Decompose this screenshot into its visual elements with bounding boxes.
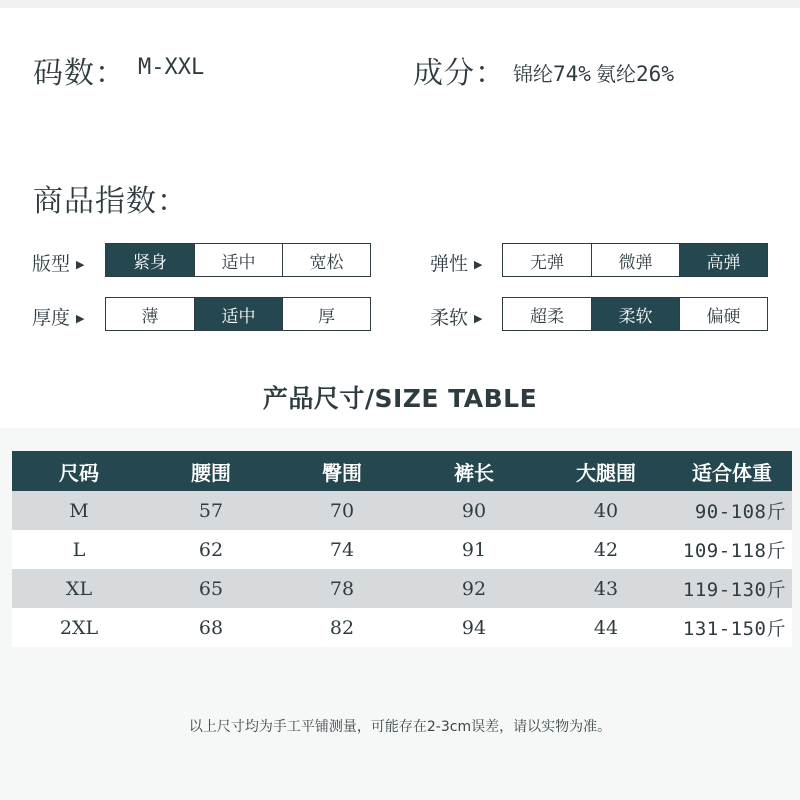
table-row bbox=[12, 530, 792, 569]
header-hip: 臀围 bbox=[276, 451, 408, 491]
cell-hip: 78 bbox=[276, 569, 408, 608]
index-label-elasticity bbox=[430, 249, 482, 276]
header-thigh: 大腿围 bbox=[540, 451, 672, 491]
index-label-elasticity-text: 弹性 bbox=[430, 253, 469, 275]
option-elasticity-1: 微弹 bbox=[591, 244, 679, 276]
cell-weight: 109-118斤 bbox=[672, 530, 792, 569]
composition-part1-value: 74% bbox=[553, 62, 591, 86]
cell-thigh: 43 bbox=[540, 569, 672, 608]
cell-length: 90 bbox=[408, 491, 540, 530]
option-fit-0: 紧身 bbox=[106, 244, 194, 276]
triangle-right-icon: ▶ bbox=[76, 312, 85, 325]
cell-thigh: 40 bbox=[540, 491, 672, 530]
composition-values bbox=[513, 58, 674, 87]
header-size: 尺码 bbox=[12, 451, 146, 491]
header-weight: 适合体重 bbox=[672, 451, 792, 491]
product-index-title: 商品指数： bbox=[33, 184, 188, 219]
index-options-softness bbox=[502, 297, 768, 331]
cell-size: L bbox=[12, 530, 146, 569]
index-label-fit bbox=[32, 249, 84, 276]
header-length: 裤长 bbox=[408, 451, 540, 491]
cell-length: 91 bbox=[408, 530, 540, 569]
size-table bbox=[12, 451, 792, 647]
index-label-thickness bbox=[32, 303, 84, 330]
index-options-thickness bbox=[105, 297, 371, 331]
option-softness-1: 柔软 bbox=[591, 298, 679, 330]
cell-waist: 57 bbox=[146, 491, 276, 530]
cell-hip: 82 bbox=[276, 608, 408, 647]
cell-hip: 70 bbox=[276, 491, 408, 530]
size-range-value: M-XXL bbox=[138, 55, 205, 80]
option-thickness-0: 薄 bbox=[141, 306, 159, 327]
table-row bbox=[12, 608, 792, 647]
top-strip bbox=[0, 0, 800, 8]
cell-waist: 68 bbox=[146, 608, 276, 647]
index-label-thickness-text: 厚度 bbox=[32, 307, 71, 329]
composition-part2-value: 26% bbox=[636, 62, 674, 86]
option-fit-1: 适中 bbox=[194, 244, 282, 276]
cell-length: 92 bbox=[408, 569, 540, 608]
measurement-note: 以上尺寸均为手工平铺测量，可能存在2-3cm误差，请以实物为准。 bbox=[188, 719, 612, 735]
cell-weight: 131-150斤 bbox=[672, 608, 792, 647]
option-thickness-2: 厚 bbox=[282, 298, 370, 330]
header-waist: 腰围 bbox=[146, 451, 276, 491]
option-softness-2: 偏硬 bbox=[679, 298, 767, 330]
option-elasticity-0: 无弹 bbox=[530, 252, 564, 273]
composition-label: 成分： bbox=[413, 56, 506, 91]
cell-weight: 90-108斤 bbox=[672, 491, 792, 530]
option-softness-0: 超柔 bbox=[530, 306, 564, 327]
index-label-fit-text: 版型 bbox=[32, 253, 71, 275]
cell-size: 2XL bbox=[12, 608, 146, 647]
cell-hip: 74 bbox=[276, 530, 408, 569]
cell-size: XL bbox=[12, 569, 146, 608]
cell-thigh: 44 bbox=[540, 608, 672, 647]
option-elasticity-2: 高弹 bbox=[679, 244, 767, 276]
cell-thigh: 42 bbox=[540, 530, 672, 569]
size-range-label: 码数： bbox=[33, 56, 126, 91]
table-row bbox=[12, 569, 792, 608]
index-label-softness bbox=[430, 303, 482, 330]
size-table-header-row bbox=[12, 451, 792, 491]
size-table-title: 产品尺寸/SIZE TABLE bbox=[262, 384, 538, 413]
table-row bbox=[12, 491, 792, 530]
option-fit-2: 宽松 bbox=[282, 244, 370, 276]
cell-length: 94 bbox=[408, 608, 540, 647]
triangle-right-icon: ▶ bbox=[76, 258, 85, 271]
index-label-softness-text: 柔软 bbox=[430, 307, 469, 329]
cell-waist: 62 bbox=[146, 530, 276, 569]
composition-part2-name: 氨纶 bbox=[596, 62, 637, 86]
cell-waist: 65 bbox=[146, 569, 276, 608]
triangle-right-icon: ▶ bbox=[474, 312, 483, 325]
cell-weight: 119-130斤 bbox=[672, 569, 792, 608]
triangle-right-icon: ▶ bbox=[474, 258, 483, 271]
index-options-elasticity bbox=[502, 243, 768, 277]
index-options-fit bbox=[105, 243, 371, 277]
composition-part1-name: 锦纶 bbox=[513, 62, 553, 86]
cell-size: M bbox=[12, 491, 146, 530]
option-thickness-1: 适中 bbox=[194, 298, 282, 330]
